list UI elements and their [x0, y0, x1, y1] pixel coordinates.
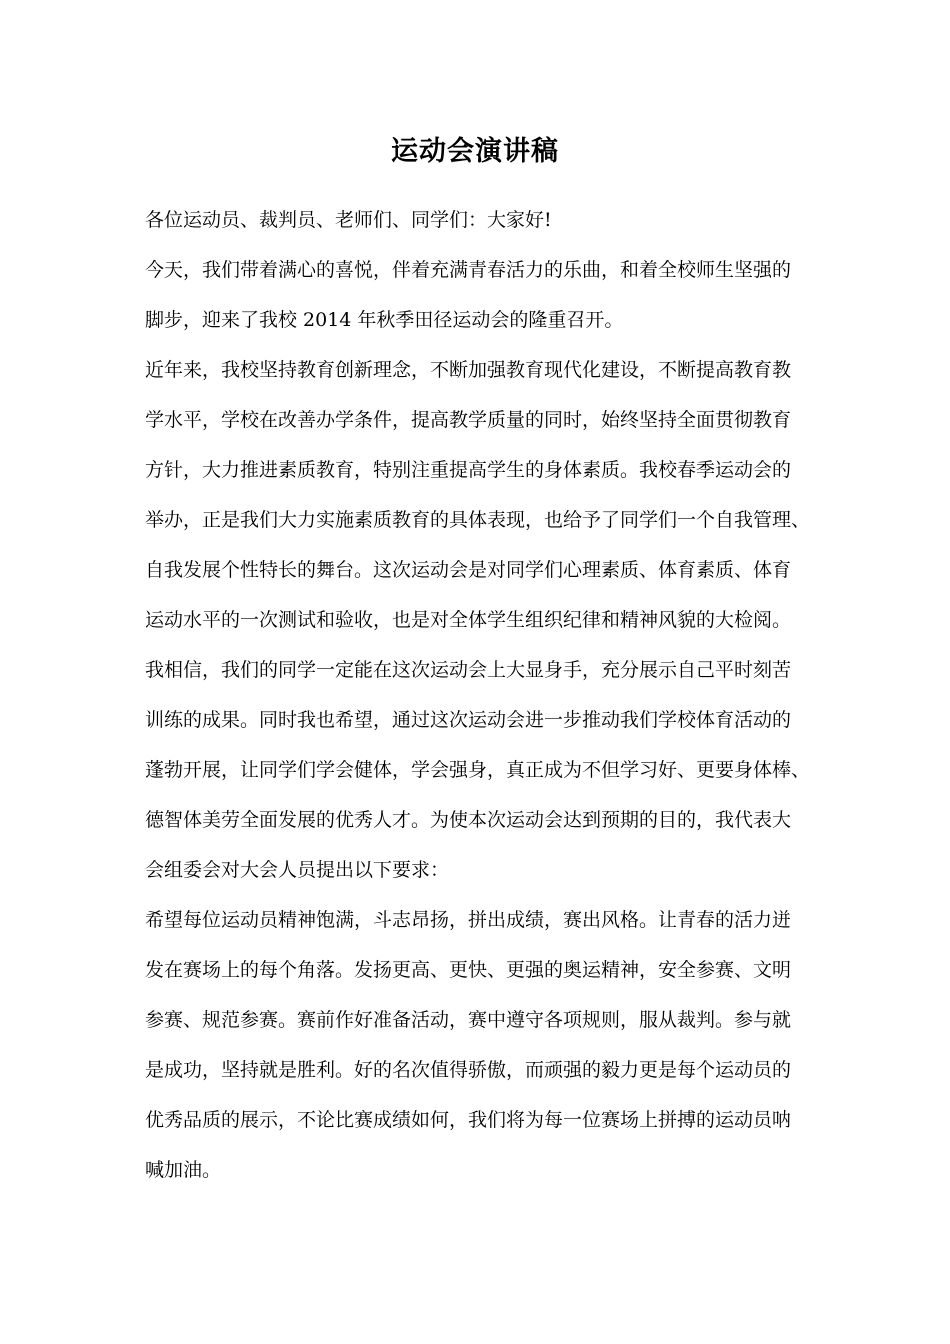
text-line: 今天，我们带着满心的喜悦，伴着充满青春活力的乐曲，和着全校师生坚强的	[145, 259, 792, 281]
text-line: 各位运动员、裁判员、老师们、同学们：大家好!	[145, 209, 552, 231]
text-line: 方针，大力推进素质教育，特别注重提高学生的身体素质。我校春季运动会的	[145, 459, 792, 481]
text-line: 运动水平的一次测试和验收，也是对全体学生组织纪律和精神风貌的大检阅。	[145, 609, 792, 631]
text-line: 学水平，学校在改善办学条件，提高教学质量的同时，始终坚持全面贯彻教育	[145, 409, 792, 431]
text-line: 我相信，我们的同学一定能在这次运动会上大显身手，充分展示自己平时刻苦	[145, 659, 792, 681]
document-title: 运动会演讲稿	[391, 136, 559, 167]
text-line: 举办，正是我们大力实施素质教育的具体表现，也给予了同学们一个自我管理、	[145, 509, 811, 531]
text-line: 自我发展个性特长的舞台。这次运动会是对同学们心理素质、体育素质、体育	[145, 559, 792, 581]
text-line: 蓬勃开展，让同学们学会健体，学会强身，真正成为不但学习好、更要身体棒、	[145, 759, 811, 781]
text-line: 训练的成果。同时我也希望，通过这次运动会进一步推动我们学校体育活动的	[145, 709, 792, 731]
text-line: 脚步，迎来了我校 2014 年秋季田径运动会的隆重召开。	[145, 309, 624, 331]
text-line: 希望每位运动员精神饱满，斗志昂扬，拼出成绩，赛出风格。让青春的活力迸	[145, 909, 792, 931]
text-line: 参赛、规范参赛。赛前作好准备活动，赛中遵守各项规则，服从裁判。参与就	[145, 1009, 792, 1031]
text-line: 优秀品质的展示，不论比赛成绩如何，我们将为每一位赛场上拼搏的运动员呐	[145, 1109, 792, 1131]
text-line: 会组委会对大会人员提出以下要求：	[145, 859, 450, 881]
text-line: 是成功，坚持就是胜利。好的名次值得骄傲，而顽强的毅力更是每个运动员的	[145, 1059, 792, 1081]
text-line: 近年来，我校坚持教育创新理念，不断加强教育现代化建设，不断提高教育教	[145, 359, 792, 381]
text-line: 德智体美劳全面发展的优秀人才。为使本次运动会达到预期的目的，我代表大	[145, 809, 792, 831]
text-line: 发在赛场上的每个角落。发扬更高、更快、更强的奥运精神，安全参赛、文明	[145, 959, 792, 981]
text-line: 喊加油。	[145, 1159, 222, 1181]
